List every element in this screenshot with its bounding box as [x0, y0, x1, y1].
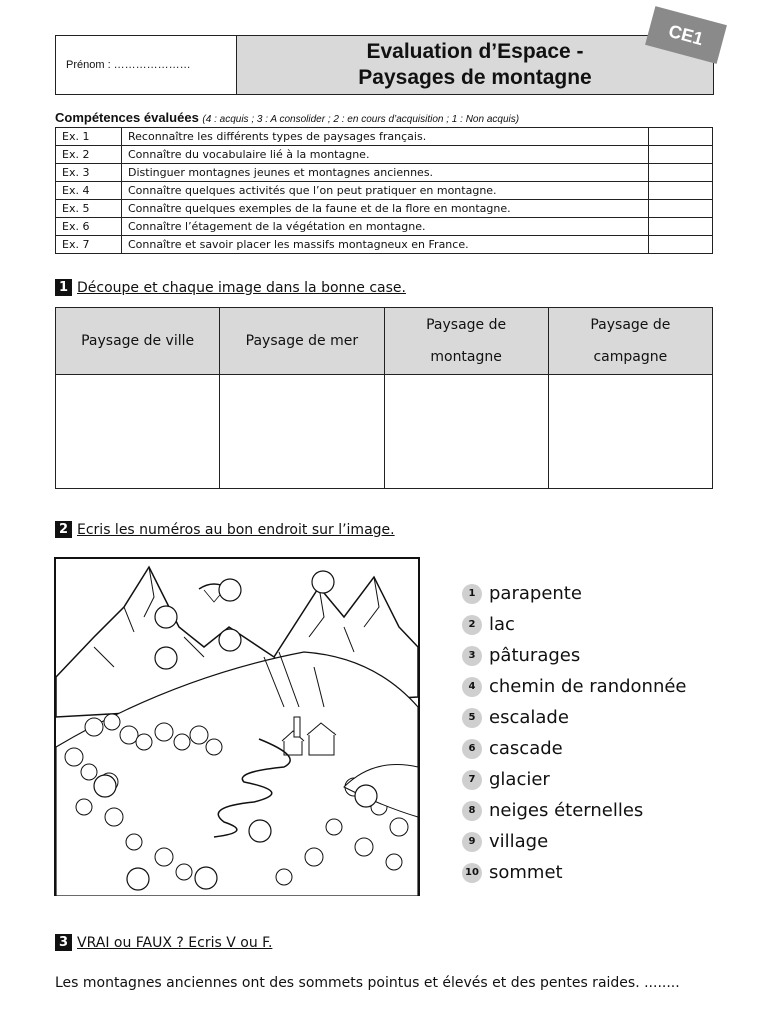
competence-ex: Ex. 2: [56, 146, 122, 164]
title-line-2: Paysages de montagne: [358, 66, 592, 89]
competence-score-cell[interactable]: [649, 218, 713, 236]
competence-ex: Ex. 6: [56, 218, 122, 236]
section-3-number: 3: [55, 934, 72, 951]
vocab-label: escalade: [489, 707, 569, 728]
vocab-label: lac: [489, 614, 515, 635]
competence-row: [56, 236, 713, 254]
section-2-heading: [55, 521, 395, 538]
competence-ex: Ex. 3: [56, 164, 122, 182]
vocab-number-badge: 3: [462, 646, 482, 666]
worksheet-header: [55, 35, 714, 95]
competence-text: Connaître quelques activités que l’on peut pratiquer en montagne.: [122, 182, 649, 200]
vocab-number-badge: 1: [462, 584, 482, 604]
vocab-item: [462, 640, 687, 671]
vocab-label: pâturages: [489, 645, 581, 666]
competence-score-cell[interactable]: [649, 128, 713, 146]
vocabulary-list: [462, 578, 687, 888]
competence-score-cell[interactable]: [649, 146, 713, 164]
section-2-number: 2: [55, 521, 72, 538]
section-1-title: Découpe et chaque image dans la bonne case.: [77, 279, 406, 296]
competence-row: [56, 128, 713, 146]
competence-score-cell[interactable]: [649, 182, 713, 200]
vocab-number-badge: 5: [462, 708, 482, 728]
competence-score-cell[interactable]: [649, 164, 713, 182]
competence-score-cell[interactable]: [649, 236, 713, 254]
drop-cell-mer[interactable]: [220, 375, 384, 489]
vocab-item: [462, 733, 687, 764]
section-1-number: 1: [55, 279, 72, 296]
vocab-number-badge: 10: [462, 863, 482, 883]
competence-text: Distinguer montagnes jeunes et montagnes anciennes.: [122, 164, 649, 182]
page-title: [237, 36, 713, 94]
vocab-label: sommet: [489, 862, 563, 883]
competence-row: [56, 182, 713, 200]
competence-text: Connaître du vocabulaire lié à la montagne.: [122, 146, 649, 164]
vocab-number-badge: 8: [462, 801, 482, 821]
vocab-label: glacier: [489, 769, 550, 790]
vocab-item: [462, 795, 687, 826]
sorting-table: [55, 307, 713, 489]
competence-row: [56, 146, 713, 164]
competence-text: Connaître l’étagement de la végétation en montagne.: [122, 218, 649, 236]
vocab-item: [462, 764, 687, 795]
level-badge: CE1: [645, 6, 727, 64]
true-false-statement[interactable]: Les montagnes anciennes ont des sommets pointus et élevés et des pentes raides. ........: [55, 975, 680, 991]
section-2-title: Ecris les numéros au bon endroit sur l’image.: [77, 521, 395, 538]
drop-cell-montagne[interactable]: [384, 375, 548, 489]
section-3-heading: [55, 934, 272, 951]
competence-text: Connaître et savoir placer les massifs montagneux en France.: [122, 236, 649, 254]
competence-ex: Ex. 4: [56, 182, 122, 200]
vocab-label: parapente: [489, 583, 582, 604]
column-ville: Paysage de ville: [56, 308, 220, 375]
vocab-number-badge: 9: [462, 832, 482, 852]
drop-cell-campagne[interactable]: [548, 375, 712, 489]
competences-table: [55, 127, 713, 254]
vocab-number-badge: 4: [462, 677, 482, 697]
title-line-1: Evaluation d’Espace -: [366, 40, 584, 63]
drop-cell-ville[interactable]: [56, 375, 220, 489]
section-3-title: VRAI ou FAUX ? Ecris V ou F.: [77, 934, 273, 951]
competence-ex: Ex. 1: [56, 128, 122, 146]
competence-row: [56, 164, 713, 182]
section-1-heading: [55, 279, 406, 296]
vocab-item: [462, 609, 687, 640]
column-montagne: Paysage de montagne: [384, 308, 548, 375]
vocab-number-badge: 7: [462, 770, 482, 790]
competence-row: [56, 218, 713, 236]
competence-row: [56, 200, 713, 218]
vocab-label: cascade: [489, 738, 563, 759]
competence-text: Connaître quelques exemples de la faune et de la flore en montagne.: [122, 200, 649, 218]
vocab-label: village: [489, 831, 549, 852]
competence-score-cell[interactable]: [649, 200, 713, 218]
competence-ex: Ex. 7: [56, 236, 122, 254]
vocab-number-badge: 6: [462, 739, 482, 759]
column-mer: Paysage de mer: [220, 308, 384, 375]
column-campagne: Paysage de campagne: [548, 308, 712, 375]
vocab-number-badge: 2: [462, 615, 482, 635]
competences-heading: [55, 110, 519, 125]
competence-ex: Ex. 5: [56, 200, 122, 218]
vocab-item: [462, 857, 687, 888]
vocab-label: neiges éternelles: [489, 800, 644, 821]
vocab-item: [462, 702, 687, 733]
mountain-landscape-illustration: [54, 557, 420, 896]
vocab-label: chemin de randonnée: [489, 676, 687, 697]
vocab-item: [462, 826, 687, 857]
prenom-field[interactable]: Prénom : …………………: [56, 36, 237, 94]
vocab-item: [462, 578, 687, 609]
competences-title: Compétences évaluées: [55, 110, 199, 125]
competence-text: Reconnaître les différents types de paysages français.: [122, 128, 649, 146]
competences-scale: (4 : acquis ; 3 : A consolider ; 2 : en cours d’acquisition ; 1 : Non acquis): [202, 114, 520, 125]
vocab-item: [462, 671, 687, 702]
